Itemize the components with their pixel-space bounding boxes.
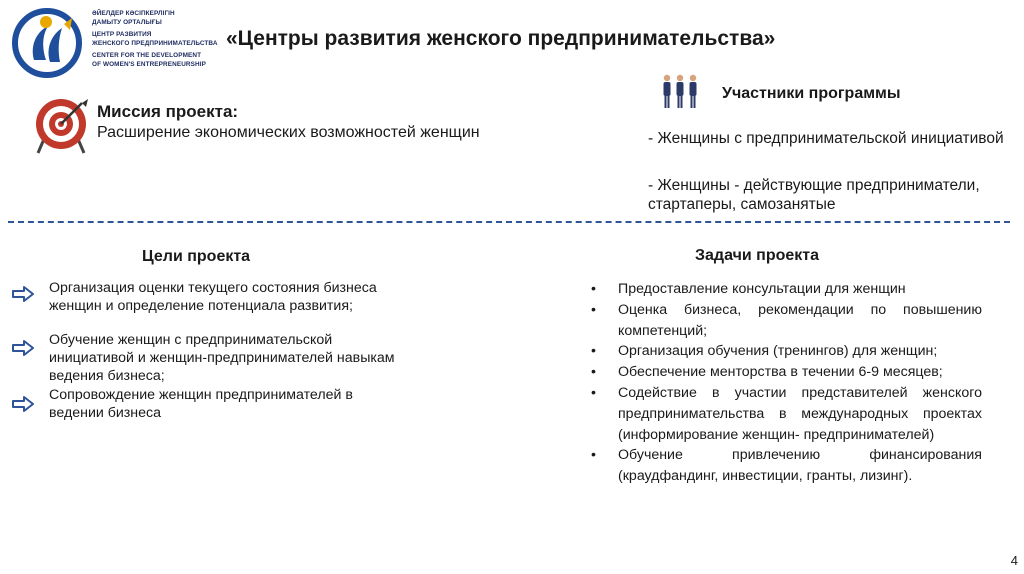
- logo-line: CENTER FOR THE DEVELOPMENT: [92, 52, 202, 60]
- target-icon: [32, 97, 90, 155]
- task-item: • Организация обучения (тренингов) для женщин;: [588, 341, 982, 362]
- tasks-heading: Задачи проекта: [695, 247, 819, 264]
- participants-heading: Участники программы: [722, 85, 901, 102]
- page-number: 4: [1010, 553, 1018, 568]
- task-item: • Оценка бизнеса, рекомендации по повышению компетенций;: [588, 300, 982, 342]
- logo-text: [92, 10, 218, 70]
- people-icon: [660, 72, 700, 110]
- participant-item: - Женщины с предпринимательской инициативой: [648, 130, 1004, 147]
- participant-item: - Женщины - действующие предприниматели, стартаперы, самозанятые: [648, 177, 980, 213]
- logo-line: OF WOMEN'S ENTREPRENEURSHIP: [92, 60, 206, 68]
- logo-line: ЖЕНСКОГО ПРЕДПРИНИМАТЕЛЬСТВА: [92, 39, 218, 47]
- mission-text: Расширение экономических возможностей женщин: [97, 124, 480, 141]
- section-divider: [8, 221, 1010, 223]
- mission-heading: Миссия проекта:: [97, 102, 239, 121]
- arrow-right-icon: [11, 286, 35, 302]
- goals-heading: Цели проекта: [142, 248, 251, 265]
- task-item: • Предоставление консультации для женщин: [588, 279, 982, 300]
- goal-item: Организация оценки текущего состояния бизнеса женщин и определение потенциала развития;: [49, 280, 377, 314]
- page-title: «Центры развития женского предпринимательства»: [226, 27, 776, 50]
- goal-item: Сопровождение женщин предпринимателей в ведении бизнеса: [49, 387, 353, 421]
- tasks-list: [588, 279, 982, 487]
- arrow-right-icon: [11, 396, 35, 412]
- arrow-right-icon: [11, 340, 35, 356]
- task-item: • Обучение привлечению финансирования (краудфандинг, инвестиции, гранты, лизинг).: [588, 445, 982, 487]
- logo-line: ДАМЫТУ ОРТАЛЫҒЫ: [92, 18, 162, 26]
- task-item: • Содействие в участии представителей женского предпринимательства в международных проектах (информирование женщин- предпринимателей): [588, 383, 982, 445]
- goal-item: Обучение женщин с предпринимательской инициативой и женщин-предпринимателей навыкам ведения бизнеса;: [49, 332, 395, 384]
- logo-line: ЦЕНТР РАЗВИТИЯ: [92, 31, 152, 39]
- logo-emblem: [12, 8, 82, 78]
- task-item: • Обеспечение менторства в течении 6-9 месяцев;: [588, 362, 982, 383]
- logo-line: ӘЙЕЛДЕР КӘСІПКЕРЛІГІН: [92, 10, 175, 17]
